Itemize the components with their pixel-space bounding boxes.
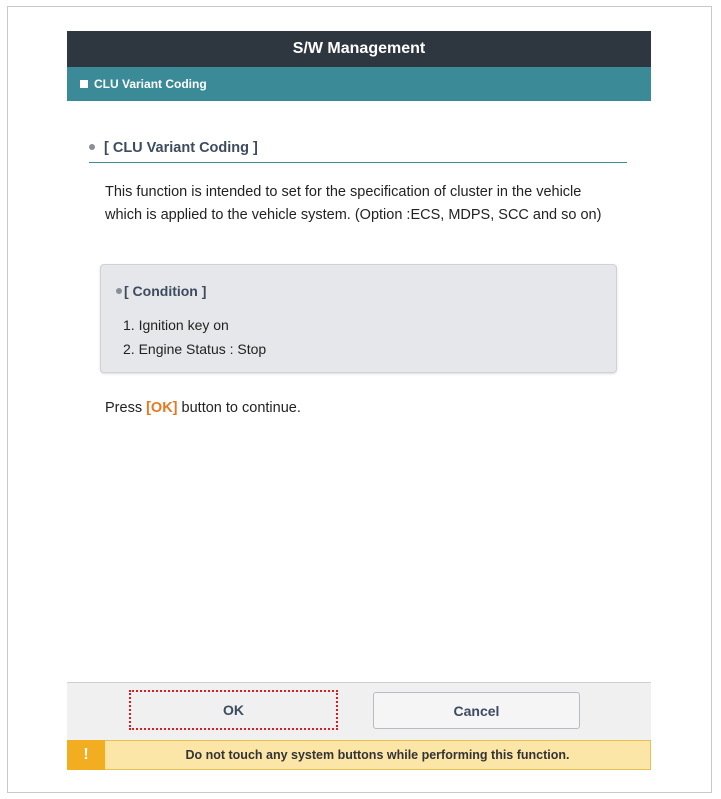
condition-list xyxy=(123,313,266,361)
section-heading xyxy=(89,134,627,163)
dialog-subtitle: CLU Variant Coding xyxy=(94,77,207,91)
square-bullet-icon xyxy=(80,80,88,88)
sw-management-dialog xyxy=(67,31,651,770)
condition-heading-text: [ Condition ] xyxy=(124,283,207,299)
bullet-icon xyxy=(89,144,95,150)
function-description xyxy=(105,181,635,227)
ok-button[interactable]: OK xyxy=(129,690,338,730)
warning-bar xyxy=(67,740,651,770)
cancel-button[interactable]: Cancel xyxy=(373,692,580,729)
instruction-highlight: [OK] xyxy=(146,400,178,416)
bullet-icon xyxy=(116,288,122,294)
description-line-2: which is applied to the vehicle system. (Option :ECS, MDPS, SCC and so on) xyxy=(105,207,602,223)
instruction-suffix: button to continue. xyxy=(177,400,301,416)
condition-item: 1. Ignition key on xyxy=(123,317,229,333)
button-bar xyxy=(67,682,651,740)
warning-text: Do not touch any system buttons while performing this function. xyxy=(185,748,570,762)
condition-item: 2. Engine Status : Stop xyxy=(123,341,267,357)
condition-heading xyxy=(116,283,206,299)
dialog-title: S/W Management xyxy=(67,31,651,67)
instruction-text xyxy=(105,400,301,416)
condition-box xyxy=(100,264,617,373)
warning-icon: ! xyxy=(67,740,105,770)
instruction-prefix: Press xyxy=(105,400,147,416)
dialog-subtitle-bar xyxy=(67,67,651,101)
description-line-1: This function is intended to set for the specification of cluster in the vehicle xyxy=(105,184,582,200)
section-heading-text: [ CLU Variant Coding ] xyxy=(104,140,258,156)
